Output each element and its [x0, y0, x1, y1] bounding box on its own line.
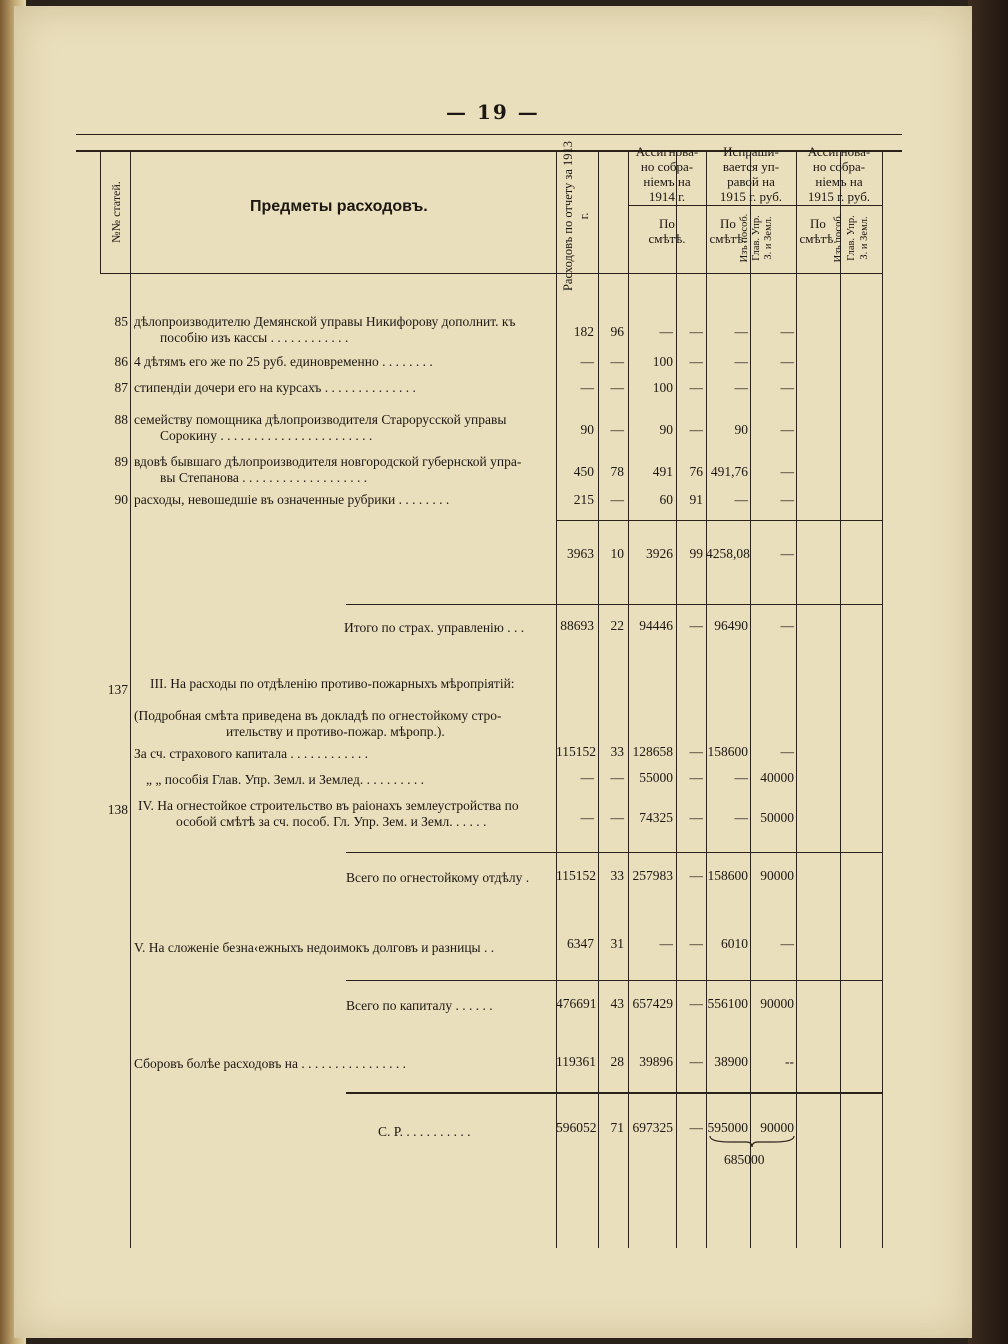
row-text: вдовѣ бывшаго дѣлопроизводителя новгородской губернской упра-: [134, 454, 522, 469]
row-value-c: 60: [659, 492, 673, 507]
vsego-ogn-value-c: 257983: [632, 868, 673, 883]
page-number: — 19 —: [446, 100, 540, 124]
section5-label: V. На сложеніе безна‹ежныхъ недоимокъ долговъ и разницы . .: [134, 940, 495, 955]
itogo-value-f: —: [780, 618, 794, 633]
row-value-f: —: [780, 422, 794, 437]
sr-value-a: 596052: [556, 1120, 597, 1135]
row-value-e: 90: [734, 422, 748, 437]
column-rule: [882, 150, 883, 1248]
vsego-ogn-value-e: 158600: [707, 868, 748, 883]
row-number: 87: [114, 380, 128, 395]
section4-value-d: —: [689, 810, 703, 825]
row-text-cont: Сорокину . . . . . . . . . . . . . . . . . . . . . . .: [160, 428, 373, 443]
sr-label: С. Р. . . . . . . . . . .: [378, 1124, 471, 1139]
row-value-b: 78: [610, 464, 624, 479]
vsego-kap-value-a: 476691: [556, 996, 597, 1011]
row-value-c: 100: [652, 354, 673, 369]
subtotal-value-d: 99: [689, 546, 703, 561]
section3-row2-d: —: [689, 770, 703, 785]
section3-note: (Подробная смѣта приведена въ докладѣ по огнестойкому стро-: [134, 708, 502, 723]
column-rule: [840, 150, 841, 1248]
section3-row2-e: —: [734, 770, 748, 785]
row-value-e: —: [734, 492, 748, 507]
row-value-b: 96: [610, 324, 624, 339]
row-value-a: —: [580, 380, 594, 395]
section3-row1-e: 158600: [707, 744, 748, 759]
itogo-value-b: 22: [610, 618, 624, 633]
row-rule: [100, 273, 882, 274]
section3-row1-a: 115152: [556, 744, 596, 759]
row-value-d: 91: [689, 492, 703, 507]
row-text: дѣлопроизводителю Демянской управы Никифорову дополнит. къ: [134, 314, 516, 329]
row-value-e: —: [734, 324, 748, 339]
row-value-a: —: [580, 354, 594, 369]
column-header-number: №№ статей.: [109, 181, 123, 243]
subtotal-value-b: 10: [610, 546, 624, 561]
total-brace: [706, 1134, 798, 1148]
row-value-b: —: [610, 422, 624, 437]
row-value-c: 100: [652, 380, 673, 395]
header-request-sub: По: [720, 216, 736, 231]
row-value-f: —: [780, 380, 794, 395]
row-rule: [76, 134, 902, 135]
row-number: 85: [114, 314, 128, 329]
column-rule: [796, 150, 797, 1248]
section3-row2-f: 40000: [760, 770, 794, 785]
row-value-d: —: [689, 380, 703, 395]
vsego-ogn-value-b: 33: [610, 868, 624, 883]
section4-value-f: 50000: [760, 810, 794, 825]
section5-value-f: —: [780, 936, 794, 951]
row-value-c: 90: [659, 422, 673, 437]
sborov-value-f: --: [785, 1054, 794, 1069]
header-request-title: Испраши-: [723, 144, 779, 159]
header-request-subsidy: З. и Земл.: [763, 216, 774, 260]
header-request-title: вается уп-: [722, 159, 780, 174]
row-value-f: —: [780, 492, 794, 507]
sborov-value-c: 39896: [639, 1054, 673, 1069]
row-text-cont: пособію изъ кассы . . . . . . . . . . . .: [160, 330, 349, 345]
row-value-e: —: [734, 380, 748, 395]
header-request-subsidy: Глав. Упр.: [751, 215, 762, 261]
section5-value-d: —: [689, 936, 703, 951]
header-1914-title: но собра-: [640, 159, 694, 174]
vsego-kap-value-d: —: [689, 996, 703, 1011]
header-request-subsidy: Изъ пособ.: [739, 213, 750, 263]
column-rule: [130, 150, 131, 1248]
itogo-label: Итого по страх. управленію . . .: [344, 620, 525, 635]
section3-row1-label: За сч. страхового капитала . . . . . . . . . . . .: [134, 746, 369, 761]
section3-row2-b: —: [610, 770, 624, 785]
header-assigned-title: Ассигнова-: [807, 144, 871, 159]
sr-combined-total: 685000: [724, 1152, 765, 1167]
vsego-ogn-value-d: —: [689, 868, 703, 883]
sr-value-e: 595000: [707, 1120, 748, 1135]
row-value-a: 182: [573, 324, 594, 339]
row-number: 88: [114, 412, 128, 427]
column-rule: [598, 150, 599, 1248]
sborov-value-e: 38900: [714, 1054, 748, 1069]
section5-value-e: 6010: [721, 936, 748, 951]
row-value-d: —: [689, 324, 703, 339]
sborov-label: Сборовъ болѣе расходовъ на . . . . . . . . . . . . . . . .: [134, 1056, 406, 1071]
itogo-value-c: 94446: [639, 618, 673, 633]
row-value-b: —: [610, 492, 624, 507]
header-request-sub: смѣтѣ.: [709, 231, 747, 246]
header-request-title: 1915 г. руб.: [719, 189, 783, 204]
row-text: семейству помощника дѣлопроизводителя Старорусской управы: [134, 412, 507, 427]
column-rule: [628, 150, 629, 1248]
page-edge: [968, 0, 1008, 1344]
header-assigned-title: 1915 г. руб.: [807, 189, 871, 204]
row-rule: [346, 604, 882, 605]
section4-value-a: —: [580, 810, 594, 825]
subtotal-value-f: —: [780, 546, 794, 561]
itogo-value-d: —: [689, 618, 703, 633]
row-value-a: 215: [573, 492, 594, 507]
section3-note: ительству и противо-пожар. мѣропр.).: [226, 724, 445, 739]
row-value-f: —: [780, 354, 794, 369]
header-assigned-sub: смѣтѣ.: [799, 231, 837, 246]
section4-text-cont: особой смѣтѣ за сч. пособ. Гл. Упр. Зем. и Земл. . . . . .: [176, 814, 487, 829]
row-rule: [346, 980, 882, 981]
section3-row1-c: 128658: [632, 744, 673, 759]
section5-value-b: 31: [610, 936, 624, 951]
header-1914-sub: смѣтѣ.: [648, 231, 686, 246]
vsego-ogn-value-a: 115152: [556, 868, 596, 883]
row-value-a: 90: [580, 422, 594, 437]
column-rule: [750, 150, 751, 1248]
header-assigned-title: ніемъ на: [815, 174, 863, 189]
row-number: 90: [114, 492, 128, 507]
section3-row1-f: —: [780, 744, 794, 759]
header-1914-title: ніемъ на: [643, 174, 691, 189]
section3-row1-d: —: [689, 744, 703, 759]
header-1914-title: Ассигнова-: [635, 144, 699, 159]
section5-value-c: —: [659, 936, 673, 951]
vsego-kap-value-e: 556100: [707, 996, 748, 1011]
header-assigned-sub: По: [810, 216, 826, 231]
row-text: 4 дѣтямъ его же по 25 руб. единовременно . . . . . . . .: [134, 354, 433, 369]
vsego-kap-value-b: 43: [610, 996, 624, 1011]
column-header-subject: Предметы расходовъ.: [250, 198, 428, 215]
row-value-d: —: [689, 422, 703, 437]
column-header-1913: Расходовъ по отчету за 1913 г.: [561, 140, 591, 292]
sr-value-d: —: [689, 1120, 703, 1135]
section4-value-e: —: [734, 810, 748, 825]
row-value-d: 76: [689, 464, 703, 479]
column-rule: [676, 150, 677, 1248]
sr-value-f: 90000: [760, 1120, 794, 1135]
section3-title: III. На расходы по отдѣленію противо-пожарныхъ мѣропріятій:: [150, 676, 515, 691]
section3-row2-a: —: [580, 770, 594, 785]
row-rule: [556, 520, 882, 521]
itogo-value-e: 96490: [714, 618, 748, 633]
row-value-c: —: [659, 324, 673, 339]
row-text: стипендіи дочери его на курсахъ . . . . . . . . . . . . . .: [134, 380, 416, 395]
row-text: расходы, невошедшіе въ означенные рубрики . . . . . . . .: [134, 492, 450, 507]
row-value-e: —: [734, 354, 748, 369]
column-rule: [706, 150, 707, 1248]
row-value-f: —: [780, 464, 794, 479]
subtotal-value-a: 3963: [567, 546, 594, 561]
sr-value-b: 71: [610, 1120, 624, 1135]
row-number: 89: [114, 454, 128, 469]
section3-number: 137: [107, 682, 128, 697]
vsego-kap-value-c: 657429: [632, 996, 673, 1011]
row-number: 86: [114, 354, 128, 369]
section3-row2-label: „ „ пособія Глав. Упр. Земл. и Землед. . . . . . . . . .: [146, 772, 424, 787]
sborov-value-b: 28: [610, 1054, 624, 1069]
subtotal-value-e: 4258,08: [706, 546, 750, 561]
header-request-title: равой на: [727, 174, 775, 189]
vsego-ogn-label: Всего по огнестойкому отдѣлу .: [346, 870, 530, 885]
section5-value-a: 6347: [567, 936, 594, 951]
section4-number: 138: [107, 802, 128, 817]
row-value-a: 450: [573, 464, 594, 479]
subtotal-value-c: 3926: [646, 546, 673, 561]
sborov-value-d: —: [689, 1054, 703, 1069]
row-value-d: —: [689, 354, 703, 369]
row-value-b: —: [610, 380, 624, 395]
row-text-cont: вы Степанова . . . . . . . . . . . . . . . . . . .: [160, 470, 368, 485]
row-rule: [346, 1092, 882, 1094]
row-value-e: 491,76: [710, 464, 748, 479]
section4-text: IV. На огнестойкое строительство въ раіонахъ землеустройства по: [138, 798, 519, 813]
column-rule: [100, 150, 101, 273]
header-assigned-title: но собра-: [812, 159, 866, 174]
header-assigned-subsidy: Глав. Упр.: [846, 215, 857, 261]
header-assigned-subsidy: З. и Земл.: [859, 216, 870, 260]
row-value-b: —: [610, 354, 624, 369]
section4-value-c: 74325: [639, 810, 673, 825]
vsego-ogn-value-f: 90000: [760, 868, 794, 883]
vsego-kap-value-f: 90000: [760, 996, 794, 1011]
section4-value-b: —: [610, 810, 624, 825]
row-value-c: 491: [652, 464, 673, 479]
header-assigned-subsidy: Изъ пособ.: [833, 213, 844, 263]
section3-row1-b: 33: [610, 744, 624, 759]
section3-row2-c: 55000: [639, 770, 673, 785]
header-1914-sub: По: [659, 216, 675, 231]
itogo-value-a: 88693: [560, 618, 594, 633]
header-1914-title: 1914 г.: [648, 189, 686, 204]
column-rule: [556, 150, 557, 1248]
vsego-kap-label: Всего по капиталу . . . . . .: [346, 998, 493, 1013]
sr-value-c: 697325: [632, 1120, 673, 1135]
row-value-f: —: [780, 324, 794, 339]
sborov-value-a: 119361: [556, 1054, 596, 1069]
row-rule: [346, 852, 882, 853]
